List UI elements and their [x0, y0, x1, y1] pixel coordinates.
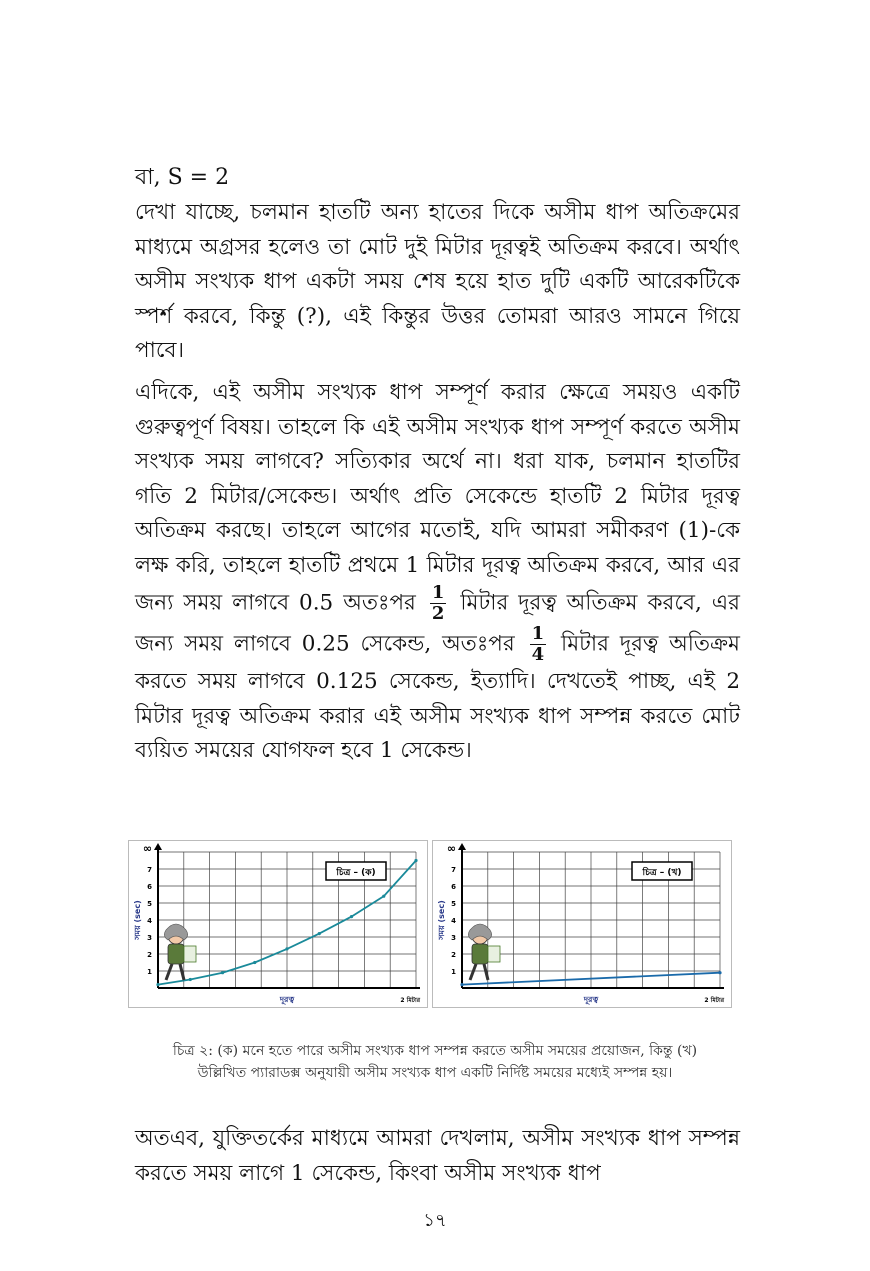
y-tick-label: 3	[147, 934, 152, 942]
data-point	[221, 971, 224, 974]
data-point	[253, 961, 256, 964]
figure-2	[128, 840, 732, 1008]
figure-caption: চিত্র ২: (ক) মনে হতে পারে অসীম সংখ্যক ধাপ সম্পন্ন করতে অসীম সময়ের প্রয়োজন, কিন্তু (খ) উল্লিখিত প্যারাডক্স অনুযায়ী অসীম সংখ্যক ধাপ একটি নির্দিষ্ট সময়ের মধ্যেই সম্পন্ন হয়।	[172, 1043, 698, 1081]
x-axis-label: দূরত্ব	[279, 995, 295, 1004]
x-end-label: 2 মিটার	[400, 997, 420, 1004]
data-point	[350, 915, 353, 918]
fraction-denominator: 4	[531, 644, 545, 665]
paragraph-1: দেখা যাচ্ছে, চলমান হাতটি অন্য হাতের দিকে অসীম ধাপ অতিক্রমের মাধ্যমে অগ্রসর হলেও তা মোট দুই মিটার দূরত্বই অতিক্রম করবে। অর্থাৎ অসীম সংখ্যক ধাপ একটা সময় শেষ হয়ে হাত দুটি একটি আরেকটিকে স্পর্শ করবে, কিন্তু (?), এই কিন্তুর উত্তর তোমরা আরও সামনে গিয়ে পাবে।	[135, 200, 740, 363]
fraction-numerator: 1	[431, 582, 445, 603]
data-point	[285, 947, 288, 950]
y-tick-label: 4	[451, 917, 456, 925]
y-tick-label: 5	[451, 900, 456, 908]
person-body	[168, 944, 184, 964]
person-sign	[184, 946, 196, 962]
chart-ka	[128, 840, 428, 1008]
data-point	[718, 971, 721, 974]
person-sign	[488, 946, 500, 962]
y-tick-label: 1	[147, 968, 152, 976]
paragraph-4: অতএব, যুক্তিতর্কের মাধ্যমে আমরা দেখলাম, অসীম সংখ্যক ধাপ সম্পন্ন করতে সময় লাগে 1 সেকেন্ড, কিংবা অসীম সংখ্যক ধাপ	[135, 1126, 740, 1186]
chart-label: চিত্র – (খ)	[642, 868, 682, 878]
paragraph-2-part-3: মিটার দূরত্ব অতিক্রম করতে সময় লাগবে 0.125 সেকেন্ড, ইত্যাদি। দেখতেই পাচ্ছ, এই 2 মিটার দূরত্ব অতিক্রম করার এই অসীম সংখ্যক ধাপ সম্পন্ন করতে মোট ব্যয়িত সময়ের যোগফল হবে 1 সেকেন্ড।	[135, 631, 740, 763]
y-tick-label: 3	[451, 934, 456, 942]
y-tick-label: 2	[147, 951, 152, 959]
data-point	[189, 978, 192, 981]
person-body	[472, 944, 488, 964]
data-point	[156, 983, 159, 986]
x-axis-label: দূরত্ব	[583, 995, 599, 1004]
chart-label: চিত্র – (ক)	[336, 868, 376, 878]
y-tick-label: 5	[147, 900, 152, 908]
y-tick-label: 1	[451, 968, 456, 976]
y-axis-label: সময় (sec)	[133, 900, 142, 940]
fraction-denominator: 2	[431, 603, 445, 624]
fraction-one-half	[430, 583, 447, 624]
paragraph-2	[135, 376, 740, 769]
y-infinity-label: ∞	[446, 842, 456, 855]
equation-line: বা, S = 2	[135, 165, 230, 190]
paragraph-2-part-1: এদিকে, এই অসীম সংখ্যক ধাপ সম্পূর্ণ করার ক্ষেত্রে সময়ও একটি গুরুত্বপূর্ণ বিষয়। তাহলে কি এই অসীম সংখ্যক ধাপ সম্পূর্ণ করতে অসীম সংখ্যক সময় লাগবে? সত্যিকার অর্থে না। ধরা যাক, চলমান হাতটির গতি 2 মিটার/সেকেন্ড। অর্থাৎ প্রতি সেকেন্ডে হাতটি 2 মিটার দূরত্ব অতিক্রম করছে। তাহলে আগের মতোই, যদি আমরা সমীকরণ (1)-কে লক্ষ করি, তাহলে হাতটি প্রথমে 1 মিটার দূরত্ব অতিক্রম করবে, আর এর জন্য সময় লাগবে 0.5 অতঃপর	[135, 380, 740, 616]
y-tick-label: 7	[147, 866, 152, 874]
y-tick-label: 2	[451, 951, 456, 959]
fraction-one-quarter	[530, 624, 547, 665]
y-tick-label: 6	[147, 883, 152, 891]
data-point	[318, 932, 321, 935]
x-end-label: 2 মিটার	[704, 997, 724, 1004]
data-point	[414, 859, 417, 862]
chart-kha	[432, 840, 732, 1008]
y-tick-label: 7	[451, 866, 456, 874]
y-infinity-label: ∞	[142, 842, 152, 855]
page-number: ১৭	[423, 1210, 447, 1231]
fraction-numerator: 1	[531, 623, 545, 644]
data-point	[382, 895, 385, 898]
paragraph-2-part-2: মিটার দূরত্ব অতিক্রম করবে, এর জন্য সময় লাগবে 0.25 সেকেন্ড, অতঃপর	[135, 590, 740, 657]
y-tick-label: 6	[451, 883, 456, 891]
data-point	[460, 983, 463, 986]
y-tick-label: 4	[147, 917, 152, 925]
y-axis-label: সময় (sec)	[437, 900, 446, 940]
